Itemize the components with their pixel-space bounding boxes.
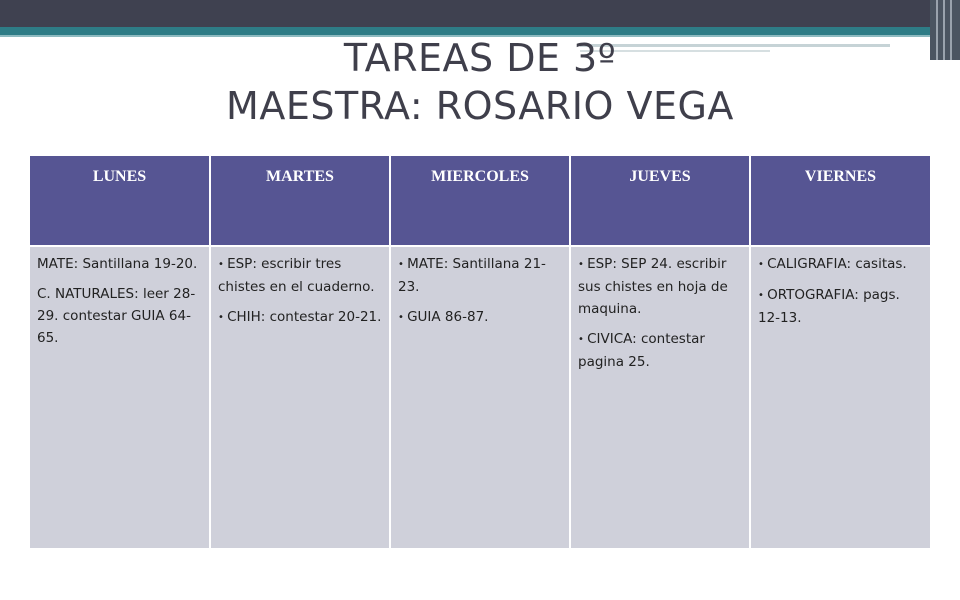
- header-jueves: JUEVES: [570, 156, 750, 246]
- top-decor-bar: [0, 0, 960, 27]
- header-lunes: LUNES: [30, 156, 210, 246]
- task-item: • ESP: SEP 24. escribir sus chistes en hoja de maquina.: [578, 253, 742, 320]
- cell-miercoles: [390, 246, 570, 548]
- cell-jueves: [570, 246, 750, 548]
- header-miercoles: MIERCOLES: [390, 156, 570, 246]
- cell-viernes: [750, 246, 930, 548]
- cell-lunes: [30, 246, 210, 548]
- slide-title: [0, 34, 960, 130]
- task-item: • ESP: escribir tres chistes en el cuaderno.: [218, 253, 382, 298]
- task-item: • CIVICA: contestar pagina 25.: [578, 328, 742, 373]
- header-viernes: VIERNES: [750, 156, 930, 246]
- task-item: • CALIGRAFIA: casitas.: [758, 253, 923, 276]
- task-item: C. NATURALES: leer 28-29. contestar GUIA 64-65.: [37, 286, 196, 346]
- title-line-2: MAESTRA: ROSARIO VEGA: [226, 84, 734, 128]
- title-line-1: TAREAS DE 3º: [343, 36, 617, 80]
- task-item: • CHIH: contestar 20-21.: [218, 306, 382, 329]
- task-item: • ORTOGRAFIA: pags. 12-13.: [758, 284, 923, 329]
- table-header-row: [30, 156, 930, 246]
- cell-martes: [210, 246, 390, 548]
- homework-table: [30, 156, 930, 548]
- task-item: • MATE: Santillana 21-23.: [398, 253, 562, 298]
- task-item: MATE: Santillana 19-20.: [37, 256, 198, 272]
- table-row: [30, 246, 930, 548]
- task-item: • GUIA 86-87.: [398, 306, 562, 329]
- header-martes: MARTES: [210, 156, 390, 246]
